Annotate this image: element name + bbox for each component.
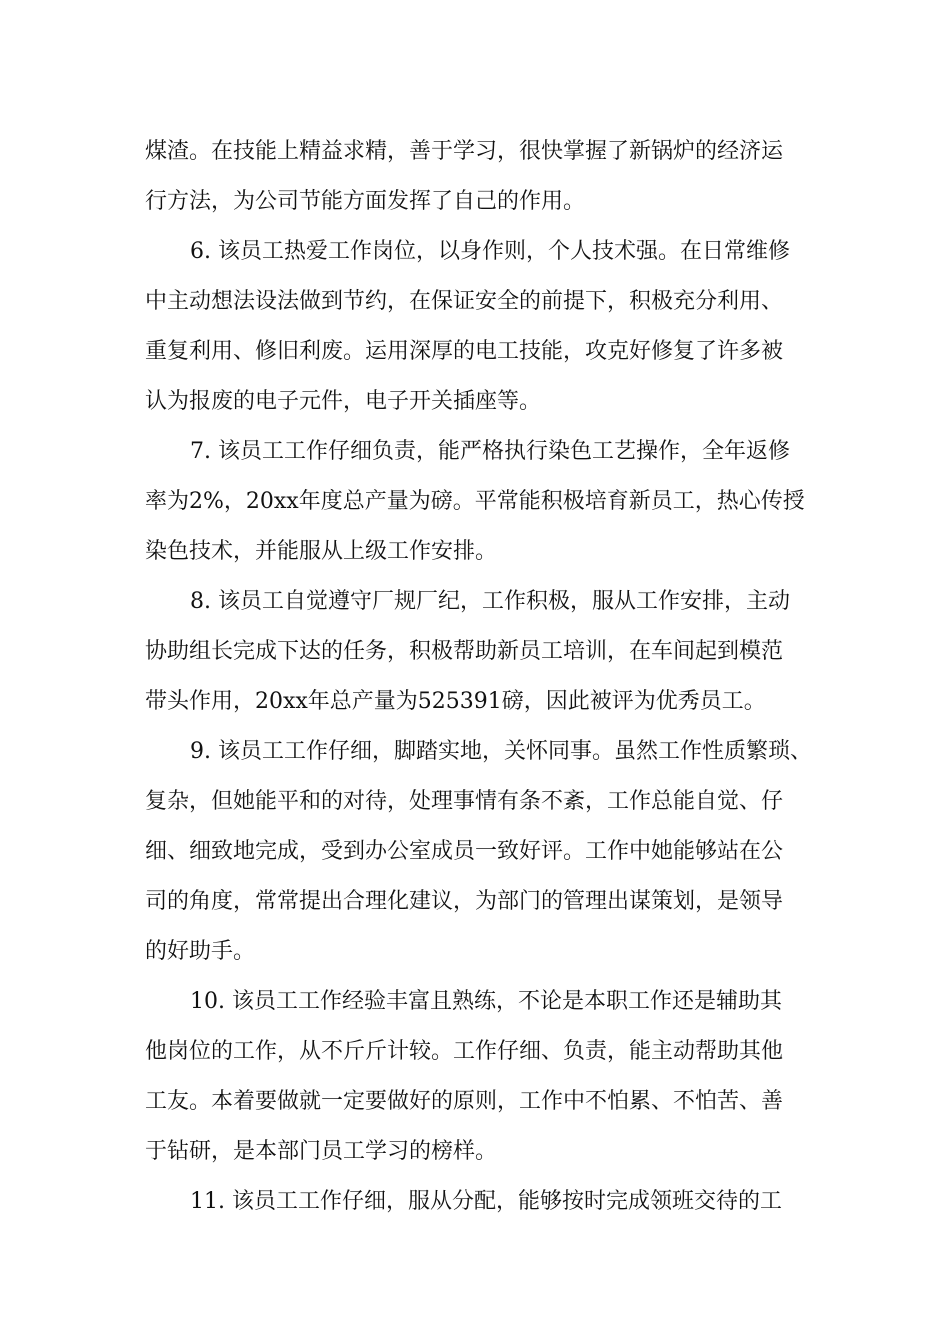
text-line: 中主动想法设法做到节约，在保证安全的前提下，积极充分利用、 xyxy=(145,289,784,314)
text-line: 11. 该员工工作仔细，服从分配，能够按时完成领班交待的工 xyxy=(190,1189,782,1214)
text-line: 于钻研，是本部门员工学习的榜样。 xyxy=(145,1139,498,1164)
text-line: 率为2%，20xx年度总产量为磅。平常能积极培育新员工，热心传授 xyxy=(145,489,805,514)
text-line: 染色技术，并能服从上级工作安排。 xyxy=(145,539,498,564)
text-line: 重复利用、修旧利废。运用深厚的电工技能，攻克好修复了许多被 xyxy=(145,339,784,364)
text-line: 细、细致地完成，受到办公室成员一致好评。工作中她能够站在公 xyxy=(145,839,784,864)
text-line: 的好助手。 xyxy=(145,939,256,964)
text-line: 带头作用，20xx年总产量为525391磅，因此被评为优秀员工。 xyxy=(145,689,766,714)
text-line: 工友。本着要做就一定要做好的原则，工作中不怕累、不怕苦、善 xyxy=(145,1089,784,1114)
text-line: 7. 该员工工作仔细负责，能严格执行染色工艺操作，全年返修 xyxy=(190,439,790,464)
text-line: 行方法，为公司节能方面发挥了自己的作用。 xyxy=(145,189,586,214)
text-line: 10. 该员工工作经验丰富且熟练，不论是本职工作还是辅助其 xyxy=(190,989,782,1014)
text-line: 他岗位的工作，从不斤斤计较。工作仔细、负责，能主动帮助其他 xyxy=(145,1039,784,1064)
text-line: 复杂，但她能平和的对待，处理事情有条不紊，工作总能自觉、仔 xyxy=(145,789,784,814)
text-line: 6. 该员工热爱工作岗位，以身作则，个人技术强。在日常维修 xyxy=(190,239,790,264)
text-line: 协助组长完成下达的任务，积极帮助新员工培训，在车间起到模范 xyxy=(145,639,784,664)
text-line: 司的角度，常常提出合理化建议，为部门的管理出谋策划，是领导 xyxy=(145,889,784,914)
text-line: 8. 该员工自觉遵守厂规厂纪，工作积极，服从工作安排，主动 xyxy=(190,589,790,614)
text-line: 煤渣。在技能上精益求精，善于学习，很快掌握了新锅炉的经济运 xyxy=(145,139,784,164)
text-line: 认为报废的电子元件，电子开关插座等。 xyxy=(145,389,542,414)
text-line: 9. 该员工工作仔细，脚踏实地，关怀同事。虽然工作性质繁琐、 xyxy=(190,739,812,764)
